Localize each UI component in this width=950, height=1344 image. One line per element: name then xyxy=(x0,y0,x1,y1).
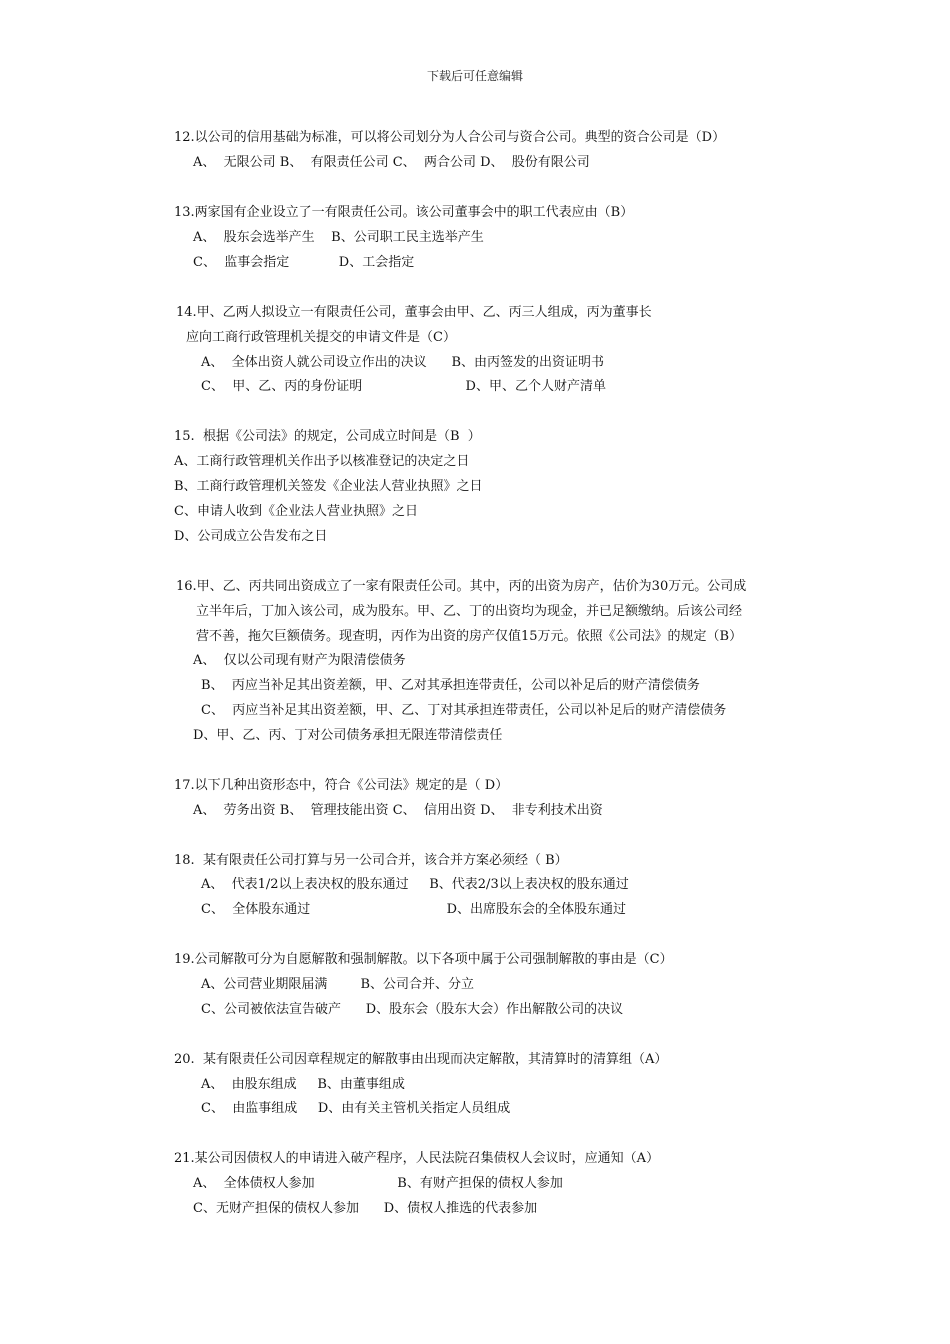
page-header: 下载后可任意编辑 xyxy=(426,69,523,83)
q16-option-c: C、 丙应当补足其出资差额，甲、乙、丁对其承担连带责任，公司以补足后的财产清偿债务 xyxy=(201,703,727,718)
q16-option-d: D、甲、乙、丙、丁对公司债务承担无限连带清偿责任 xyxy=(193,728,503,743)
q19-options-ab: A、公司营业期限届满 B、公司合并、分立 xyxy=(201,977,475,992)
q14-stem-2: 应向工商行政管理机关提交的申请文件是（C） xyxy=(186,330,456,345)
q12-options: A、 无限公司 B、 有限责任公司 C、 两合公司 D、 股份有限公司 xyxy=(193,155,590,170)
q18-options-ab: A、 代表1/2以上表决权的股东通过 B、代表2/3以上表决权的股东通过 xyxy=(201,877,629,892)
q14-stem-1: 14.甲、乙两人拟设立一有限责任公司，董事会由甲、乙、丙三人组成，丙为董事长 xyxy=(176,305,652,320)
q19-stem: 19.公司解散可分为自愿解散和强制解散。以下各项中属于公司强制解散的事由是（C） xyxy=(174,952,673,967)
q15-option-c: C、申请人收到《企业法人营业执照》之日 xyxy=(174,504,418,519)
q14-options-cd: C、 甲、乙、丙的身份证明 D、甲、乙个人财产清单 xyxy=(201,379,606,394)
q16-stem-3: 营不善，拖欠巨额债务。现查明，丙作为出资的房产仅值15万元。依照《公司法》的规定（B） xyxy=(196,629,743,644)
q16-stem-2: 立半年后，丁加入该公司，成为股东。甲、乙、丁的出资均为现金，并已足额缴纳。后该公司经 xyxy=(196,604,743,619)
q17-options: A、 劳务出资 B、 管理技能出资 C、 信用出资 D、 非专利技术出资 xyxy=(193,803,603,818)
q14-options-ab: A、 全体出资人就公司设立作出的决议 B、由丙签发的出资证明书 xyxy=(201,355,605,370)
q15-option-a: A、工商行政管理机关作出予以核准登记的决定之日 xyxy=(174,454,470,469)
q16-option-a: A、 仅以公司现有财产为限清偿债务 xyxy=(193,653,406,668)
q13-stem: 13.两家国有企业设立了一有限责任公司。该公司董事会中的职工代表应由（B） xyxy=(174,205,634,220)
q15-option-d: D、公司成立公告发布之日 xyxy=(174,529,328,544)
q15-option-b: B、工商行政管理机关签发《企业法人营业执照》之日 xyxy=(174,479,483,494)
q13-options-ab: A、 股东会选举产生 B、公司职工民主选举产生 xyxy=(193,230,484,245)
q18-stem: 18. 某有限责任公司打算与另一公司合并，该合并方案必须经（ B） xyxy=(174,853,568,868)
q12-stem: 12.以公司的信用基础为标准，可以将公司划分为人合公司与资合公司。典型的资合公司是（D） xyxy=(174,130,726,145)
q16-option-b: B、 丙应当补足其出资差额，甲、乙对其承担连带责任，公司以补足后的财产清偿债务 xyxy=(201,678,700,693)
q18-options-cd: C、 全体股东通过 D、出席股东会的全体股东通过 xyxy=(201,902,627,917)
q16-stem-1: 16.甲、乙、丙共同出资成立了一家有限责任公司。其中，丙的出资为房产，估价为30万元。公司成 xyxy=(176,579,747,594)
q21-stem: 21.某公司因债权人的申请进入破产程序，人民法院召集债权人会议时，应通知（A） xyxy=(174,1151,660,1166)
q20-options-cd: C、 由监事组成 D、由有关主管机关指定人员组成 xyxy=(201,1101,511,1116)
q20-options-ab: A、 由股东组成 B、由董事组成 xyxy=(201,1077,405,1092)
q19-options-cd: C、公司被依法宣告破产 D、股东会（股东大会）作出解散公司的决议 xyxy=(201,1002,624,1017)
q21-options-cd: C、无财产担保的债权人参加 D、债权人推选的代表参加 xyxy=(193,1201,538,1216)
q15-stem: 15. 根据《公司法》的规定，公司成立时间是（B ） xyxy=(174,429,481,444)
q17-stem: 17.以下几种出资形态中，符合《公司法》规定的是（ D） xyxy=(174,778,509,793)
q21-options-ab: A、 全体债权人参加 B、有财产担保的债权人参加 xyxy=(193,1176,563,1191)
q20-stem: 20. 某有限责任公司因章程规定的解散事由出现而决定解散，其清算时的清算组（A） xyxy=(174,1052,668,1067)
q13-options-cd: C、 监事会指定 D、工会指定 xyxy=(193,255,415,270)
